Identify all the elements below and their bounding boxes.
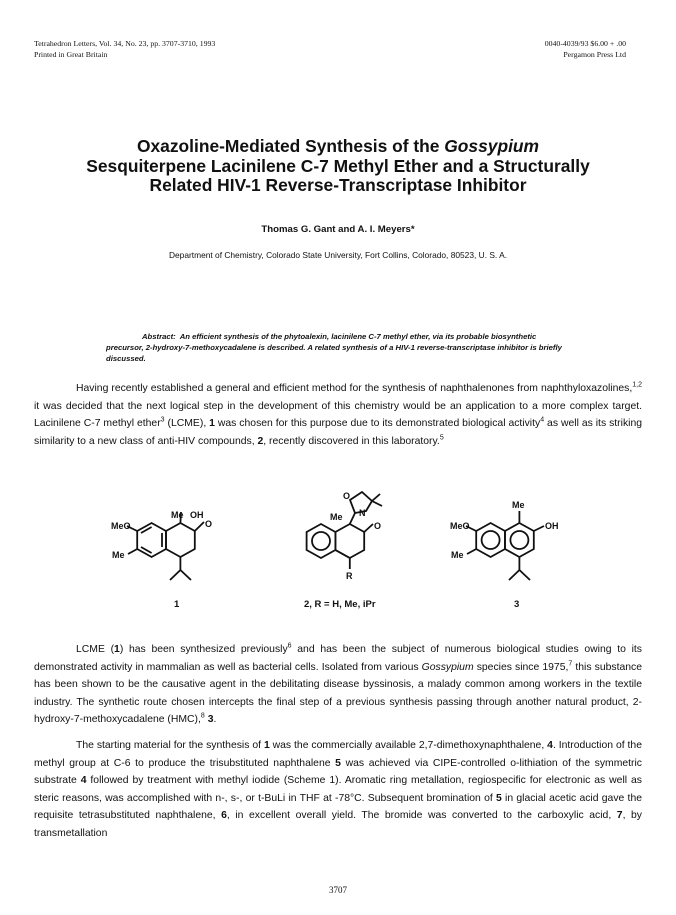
- s3-label: 3: [514, 599, 520, 610]
- title-line-1: Oxazoline-Mediated Synthesis of the Gossypium: [136, 136, 539, 156]
- ref-marker: 7: [568, 660, 573, 668]
- s3-me-top: Me: [512, 500, 525, 510]
- printed-in: Printed in Great Britain: [34, 50, 108, 59]
- abstract-text: An efficient synthesis of the phytoalexin, lacinilene C-7 methyl ether, via its probable biosynthetic precursor, 2-hydroxy-7-methoxycadalene is described. A related synthesis of a HIV-1 reverse-transcriptase inhibitor is briefly discussed.: [106, 332, 562, 363]
- compound-number: 1: [114, 644, 120, 655]
- compound-number: 5: [495, 792, 502, 804]
- chemical-structures: [0, 486, 676, 616]
- compound-number: 6: [221, 810, 227, 822]
- ref-marker: 8: [200, 712, 205, 720]
- s1-me-top: Me: [171, 510, 184, 520]
- ref-marker: 4: [540, 416, 545, 424]
- s1-meo: MeO: [111, 521, 131, 531]
- s1-label: 1: [174, 599, 180, 610]
- compound-number: 2: [257, 435, 264, 447]
- compound-number: 4: [80, 775, 87, 787]
- compound-number: 3: [207, 714, 214, 726]
- title-genus: Gossypium: [444, 136, 539, 156]
- paragraph-lcme: LCME (1) has been synthesized previously$^6$ and has been the subject of numerous biological studies owing to its demonstrated activity in mammalian as well as bacterial cells. Isolated from various Gossypium species since 1975,$^7$ this substance has been shown to be the causative agent in the debilitating disease byssinosis, a malady common among workers in the textile industry. The synthetic route chosen intercepts the final step of a previous synthesis passing through another natural product, 2-hydroxy-7-methoxycadalene (HMC),$^8$ 3.: [34, 642, 642, 726]
- s2-n: N: [359, 508, 366, 518]
- compound-number: 1: [209, 418, 215, 430]
- affiliation: Department of Chemistry, Colorado State University, Fort Collins, Colorado, 80523, U. S. A.: [168, 250, 508, 260]
- structure-2: [307, 492, 382, 569]
- abstract-label: Abstract:: [142, 332, 176, 341]
- s3-meo: MeO: [450, 521, 470, 531]
- journal-citation: Tetrahedron Letters, Vol. 34, No. 23, pp. 3707-3710, 1993: [34, 39, 216, 48]
- compound-number: 5: [335, 757, 341, 769]
- ref-marker: 1,2: [632, 381, 642, 389]
- compound-number: 4: [547, 740, 553, 751]
- s1-oh: OH: [190, 510, 204, 520]
- s2-me: Me: [330, 512, 343, 522]
- title-line-2: Sesquiterpene Lacinilene C-7 Methyl Ether and a Structurally: [86, 155, 590, 176]
- author-list: Thomas G. Gant and A. I. Meyers*: [261, 224, 415, 235]
- ref-marker: 3: [160, 416, 165, 424]
- page-number: 3707: [329, 885, 347, 895]
- title-line-3: Related HIV-1 Reverse-Transcriptase Inhibitor: [149, 175, 527, 195]
- compound-number: 7: [616, 810, 623, 822]
- price-code: 0040-4039/93 $6.00 + .00: [544, 39, 626, 48]
- article-title: [60, 137, 616, 196]
- journal-header-left: [34, 38, 215, 60]
- s2-label: 2, R = H, Me, iPr: [304, 599, 376, 610]
- genus-name: Gossypium: [421, 661, 474, 673]
- s2-r: R: [346, 571, 353, 581]
- s2-o: O: [374, 521, 382, 531]
- structure-3: [466, 511, 544, 580]
- publisher: Pergamon Press Ltd: [563, 50, 626, 59]
- journal-header-right: [545, 38, 626, 60]
- s1-me: Me: [112, 550, 125, 560]
- structure-1: [127, 512, 204, 580]
- s3-oh: OH: [545, 521, 559, 531]
- compound-number: 1: [263, 740, 270, 751]
- ref-marker: 6: [287, 642, 292, 650]
- paragraph-synthesis: The starting material for the synthesis of 1 was the commercially available 2,7-dimethoxynaphthalene, 4. Introduction of the methyl group at C-6 to produce the trisubstituted naphthalene 5 was achieved via CIPE-controlled o-lithiation of the symmetric substrate 4 followed by treatment with methyl iodide (Scheme 1). Aromatic ring metallation, regiospecific for electronic as well as steric reasons, was accomplished with n-, s-, or t-BuLi in THF at -78°C. Subsequent bromination of 5 in glacial acetic acid gave the requisite tetrasubstituted naphthalene, 6, in excellent overall yield. The bromide was converted to the carboxylic acid, 7, by transmetallation: [34, 740, 642, 839]
- s1-o: O: [205, 519, 213, 529]
- abstract: [106, 331, 576, 364]
- s3-me: Me: [451, 550, 464, 560]
- ref-marker: 5: [439, 434, 444, 442]
- paragraph-intro: Having recently established a general and efficient method for the synthesis of naphthalenones from naphthyloxazolines,$^{1,2}$ it was decided that the next logical step in the development of this chemistry would be an application to a more complex target. Lacinilene C-7 methyl ether$^3$ (LCME), 1 was chosen for this purpose due to its demonstrated biological activity$^4$ as well as its striking similarity to a new class of anti-HIV compounds, 2, recently discovered in this laboratory.$^5$: [34, 381, 642, 447]
- s2-o-ring: O: [343, 491, 351, 501]
